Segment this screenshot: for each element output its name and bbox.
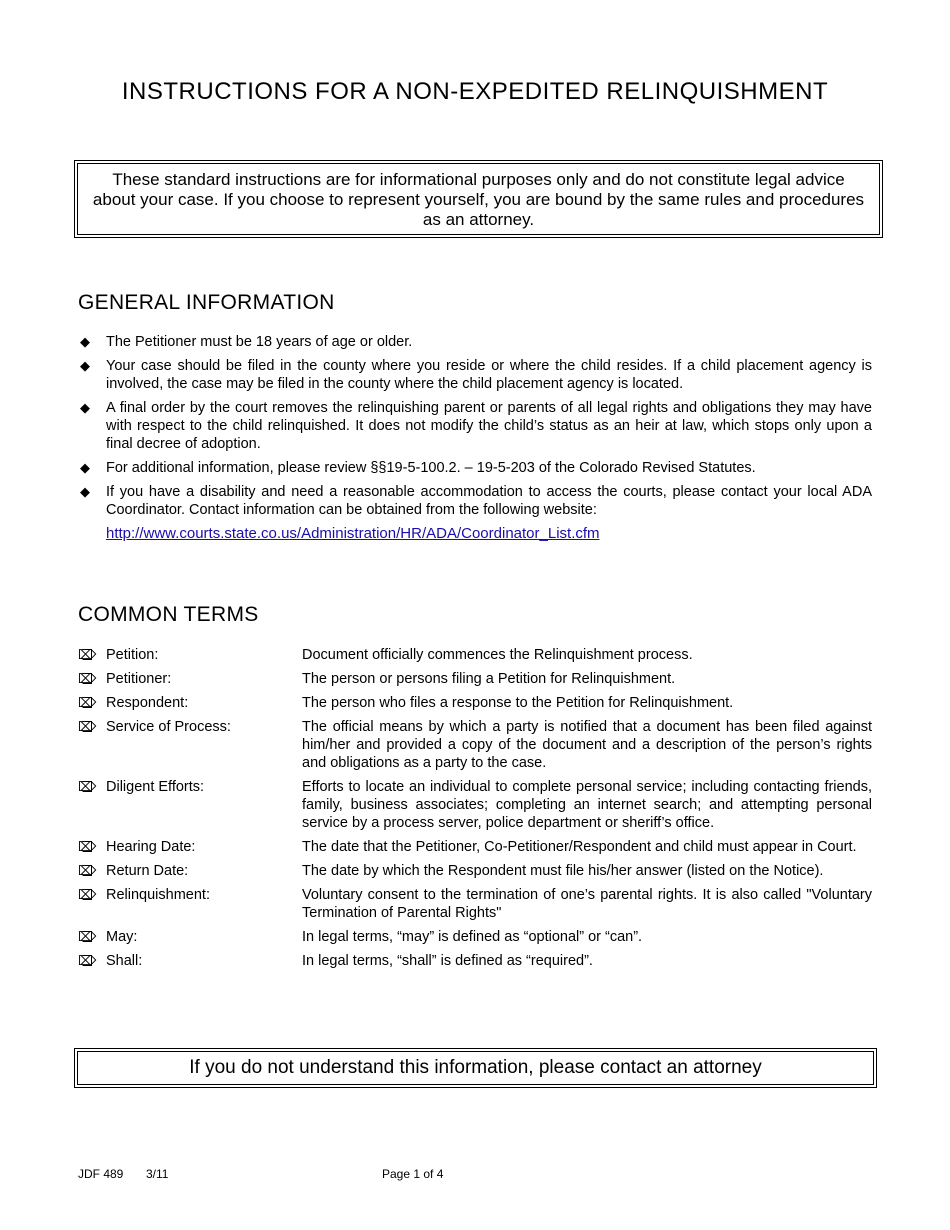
term-row [78,838,872,856]
ballot-x-icon: ⌦ [78,953,97,968]
term-definition: The date by which the Respondent must file his/her answer (listed on the Notice). [302,863,824,879]
term-name: Respondent: [106,695,189,711]
ballot-x-icon: ⌦ [78,647,97,662]
general-information-heading: GENERAL INFORMATION [78,291,335,314]
term-definition: Document officially commences the Relinquishment process. [302,647,693,663]
term-name: Shall: [106,953,143,969]
ballot-x-icon: ⌦ [78,863,97,878]
term-row [78,928,872,946]
attorney-notice-text: If you do not understand this information, please contact an attorney [189,1057,762,1078]
form-code: JDF 489 [78,1167,124,1181]
list-item-text: The Petitioner must be 18 years of age or older. [106,334,413,350]
term-name: Petition: [106,647,159,663]
diamond-bullet-icon: ◆ [80,484,90,499]
diamond-bullet-icon: ◆ [80,460,90,475]
term-row [78,778,872,832]
list-item [78,483,872,543]
ballot-x-icon: ⌦ [78,671,97,686]
term-definition: The date that the Petitioner, Co-Petitioner/Respondent and child must appear in Court. [302,839,857,855]
common-terms-heading: COMMON TERMS [78,603,259,626]
list-item [78,357,872,393]
term-row [78,694,872,712]
term-definition: The person who files a response to the Petition for Relinquishment. [302,695,734,711]
term-name: Diligent Efforts: [106,779,205,795]
term-row [78,646,872,664]
diamond-bullet-icon: ◆ [80,358,90,373]
term-row [78,670,872,688]
term-definition: The person or persons filing a Petition for Relinquishment. [302,671,676,687]
ballot-x-icon: ⌦ [78,695,97,710]
term-row [78,718,872,772]
term-name: Petitioner: [106,671,172,687]
diamond-bullet-icon: ◆ [80,334,90,349]
document-title: INSTRUCTIONS FOR A NON-EXPEDITED RELINQUISHMENT [121,78,829,105]
ballot-x-icon: ⌦ [78,887,97,902]
diamond-bullet-icon: ◆ [80,400,90,415]
ballot-x-icon: ⌦ [78,929,97,944]
attorney-notice-box [74,1048,877,1088]
ballot-x-icon: ⌦ [78,839,97,854]
term-definition: In legal terms, “shall” is defined as “required”. [302,953,593,969]
term-definition: The official means by which a party is notified that a document has been filed against him/her and provided a copy of the document and a description of the person’s rights and obligations as a party to the case. [302,719,872,771]
ballot-x-icon: ⌦ [78,719,97,734]
list-item [78,459,872,477]
disclaimer-text: These standard instructions are for informational purposes only and do not constitute legal advice about your case. If you choose to represent yourself, you are bound by the same rules and procedures as an attorney. [92,170,865,229]
disclaimer-box [74,160,883,238]
list-item [78,333,872,351]
term-definition: Efforts to locate an individual to complete personal service; including contacting friends, family, business associates; completing an internet search; and attempting personal service by a process server, police department or sheriff’s office. [302,779,872,831]
term-row [78,862,872,880]
common-terms-list [78,646,872,976]
page-number: Page 1 of 4 [382,1167,444,1181]
ballot-x-icon: ⌦ [78,779,97,794]
general-information-list [78,333,872,549]
term-name: Return Date: [106,863,189,879]
term-name: Service of Process: [106,719,231,735]
ada-coordinator-link[interactable]: http://www.courts.state.co.us/Administration/HR/ADA/Coordinator_List.cfm [106,525,600,542]
term-definition: Voluntary consent to the termination of one’s parental rights. It is also called "Voluntary Termination of Parental Rights" [302,887,872,921]
list-item-text: A final order by the court removes the relinquishing parent or parents of all legal rights and obligations they may have with respect to the child relinquished. It does not modify the child’s status as an heir at law, which stops only upon a final decree of adoption. [106,400,872,452]
term-name: Hearing Date: [106,839,196,855]
term-name: May: [106,929,138,945]
list-item-text: For additional information, please review §§19-5-100.2. – 19-5-203 of the Colorado Revised Statutes. [106,460,756,476]
term-row [78,952,872,970]
term-row [78,886,872,922]
list-item-text: If you have a disability and need a reasonable accommodation to access the courts, please contact your local ADA Coordinator. Contact information can be obtained from the following website: [106,484,872,518]
list-item [78,399,872,453]
list-item-text: Your case should be filed in the county where you reside or where the child resides. If a child placement agency is involved, the case may be filed in the county where the child placement agency is located. [106,358,872,392]
revision-date: 3/11 [146,1167,169,1181]
term-definition: In legal terms, “may” is defined as “optional” or “can”. [302,929,643,945]
term-name: Relinquishment: [106,887,210,903]
